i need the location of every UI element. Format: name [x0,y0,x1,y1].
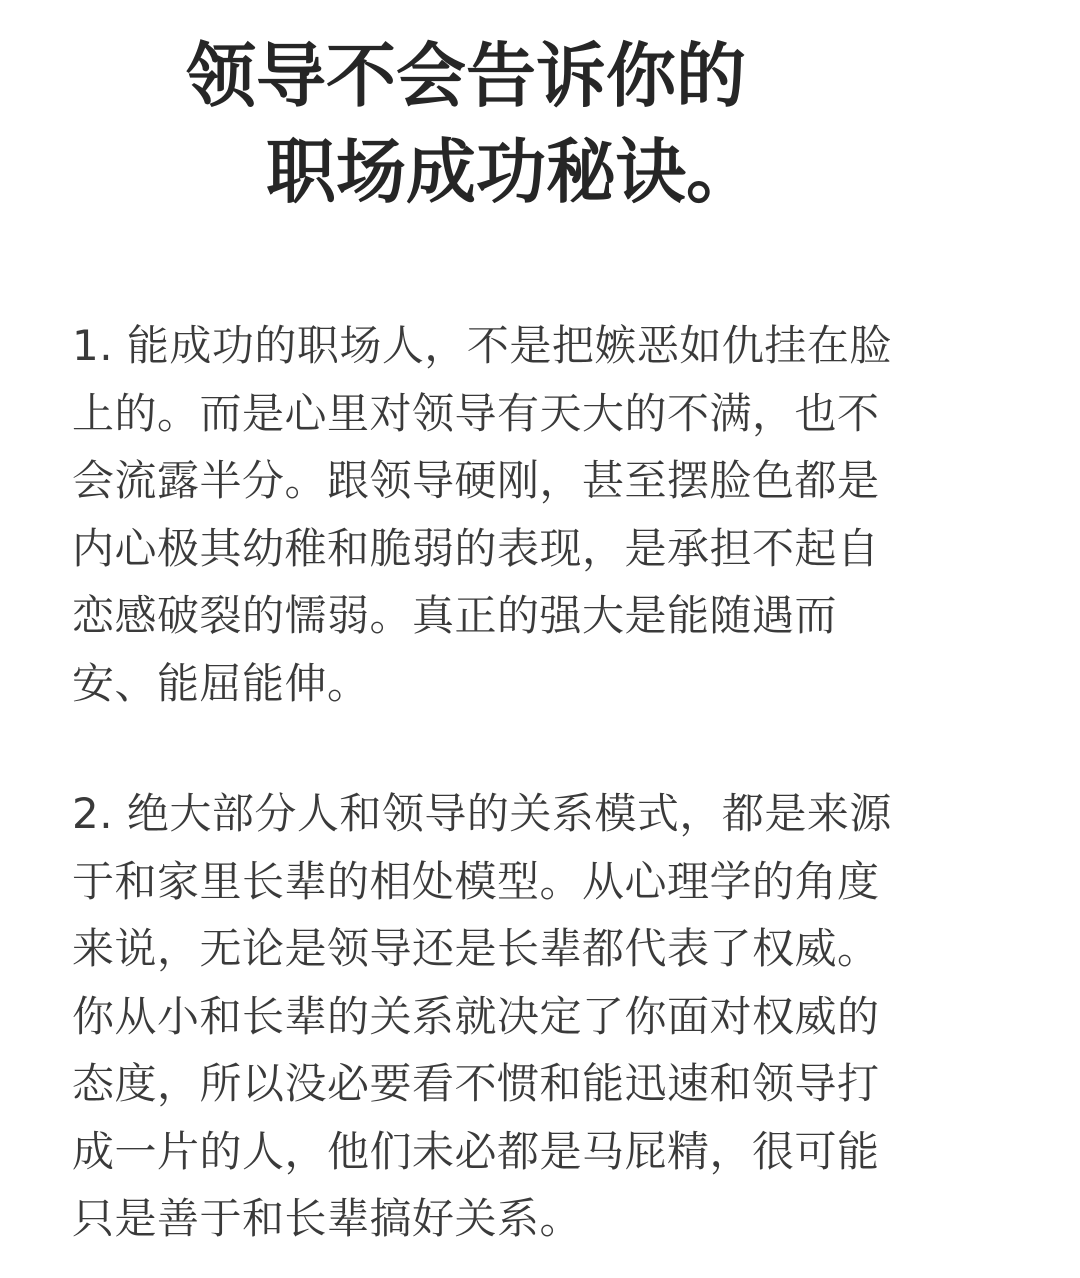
paragraph-line: 1. 能成功的职场人，不是把嫉恶如仇挂在脸 [72,321,892,370]
paragraph-line: 会流露半分。跟领导硬刚，甚至摆脸色都是 [72,456,880,505]
paragraph-line: 态度，所以没必要看不惯和能迅速和领导打 [72,1059,880,1108]
paragraph-line: 成一片的人，他们未必都是马屁精，很可能 [72,1126,880,1176]
paragraph-line: 于和家里长辈的相处模型。从心理学的角度 [72,856,880,906]
paragraph-line: 安、能屈能伸。 [72,658,370,708]
paragraph-line: 你从小和长辈的关系就决定了你面对权威的 [72,991,880,1041]
article-title [0,28,1080,220]
paragraph-line: 来说，无论是领导还是长辈都代表了权威。 [72,924,880,973]
paragraph-1 [72,312,992,717]
paragraph-line: 2. 绝大部分人和领导的关系模式，都是来源 [72,789,892,838]
title-line-1: 领导不会告诉你的 [186,35,746,117]
paragraph-line: 内心极其幼稚和脆弱的表现，是承担不起自 [72,523,880,573]
paragraph-line: 只是善于和长辈搞好关系。 [72,1194,583,1243]
title-line-2: 职场成功秘诀。 [266,131,756,213]
paragraph-line: 上的。而是心里对领导有天大的不满，也不 [72,388,880,438]
paragraph-line: 恋感破裂的懦弱。真正的强大是能随遇而 [72,591,838,640]
paragraph-2 [72,780,992,1253]
